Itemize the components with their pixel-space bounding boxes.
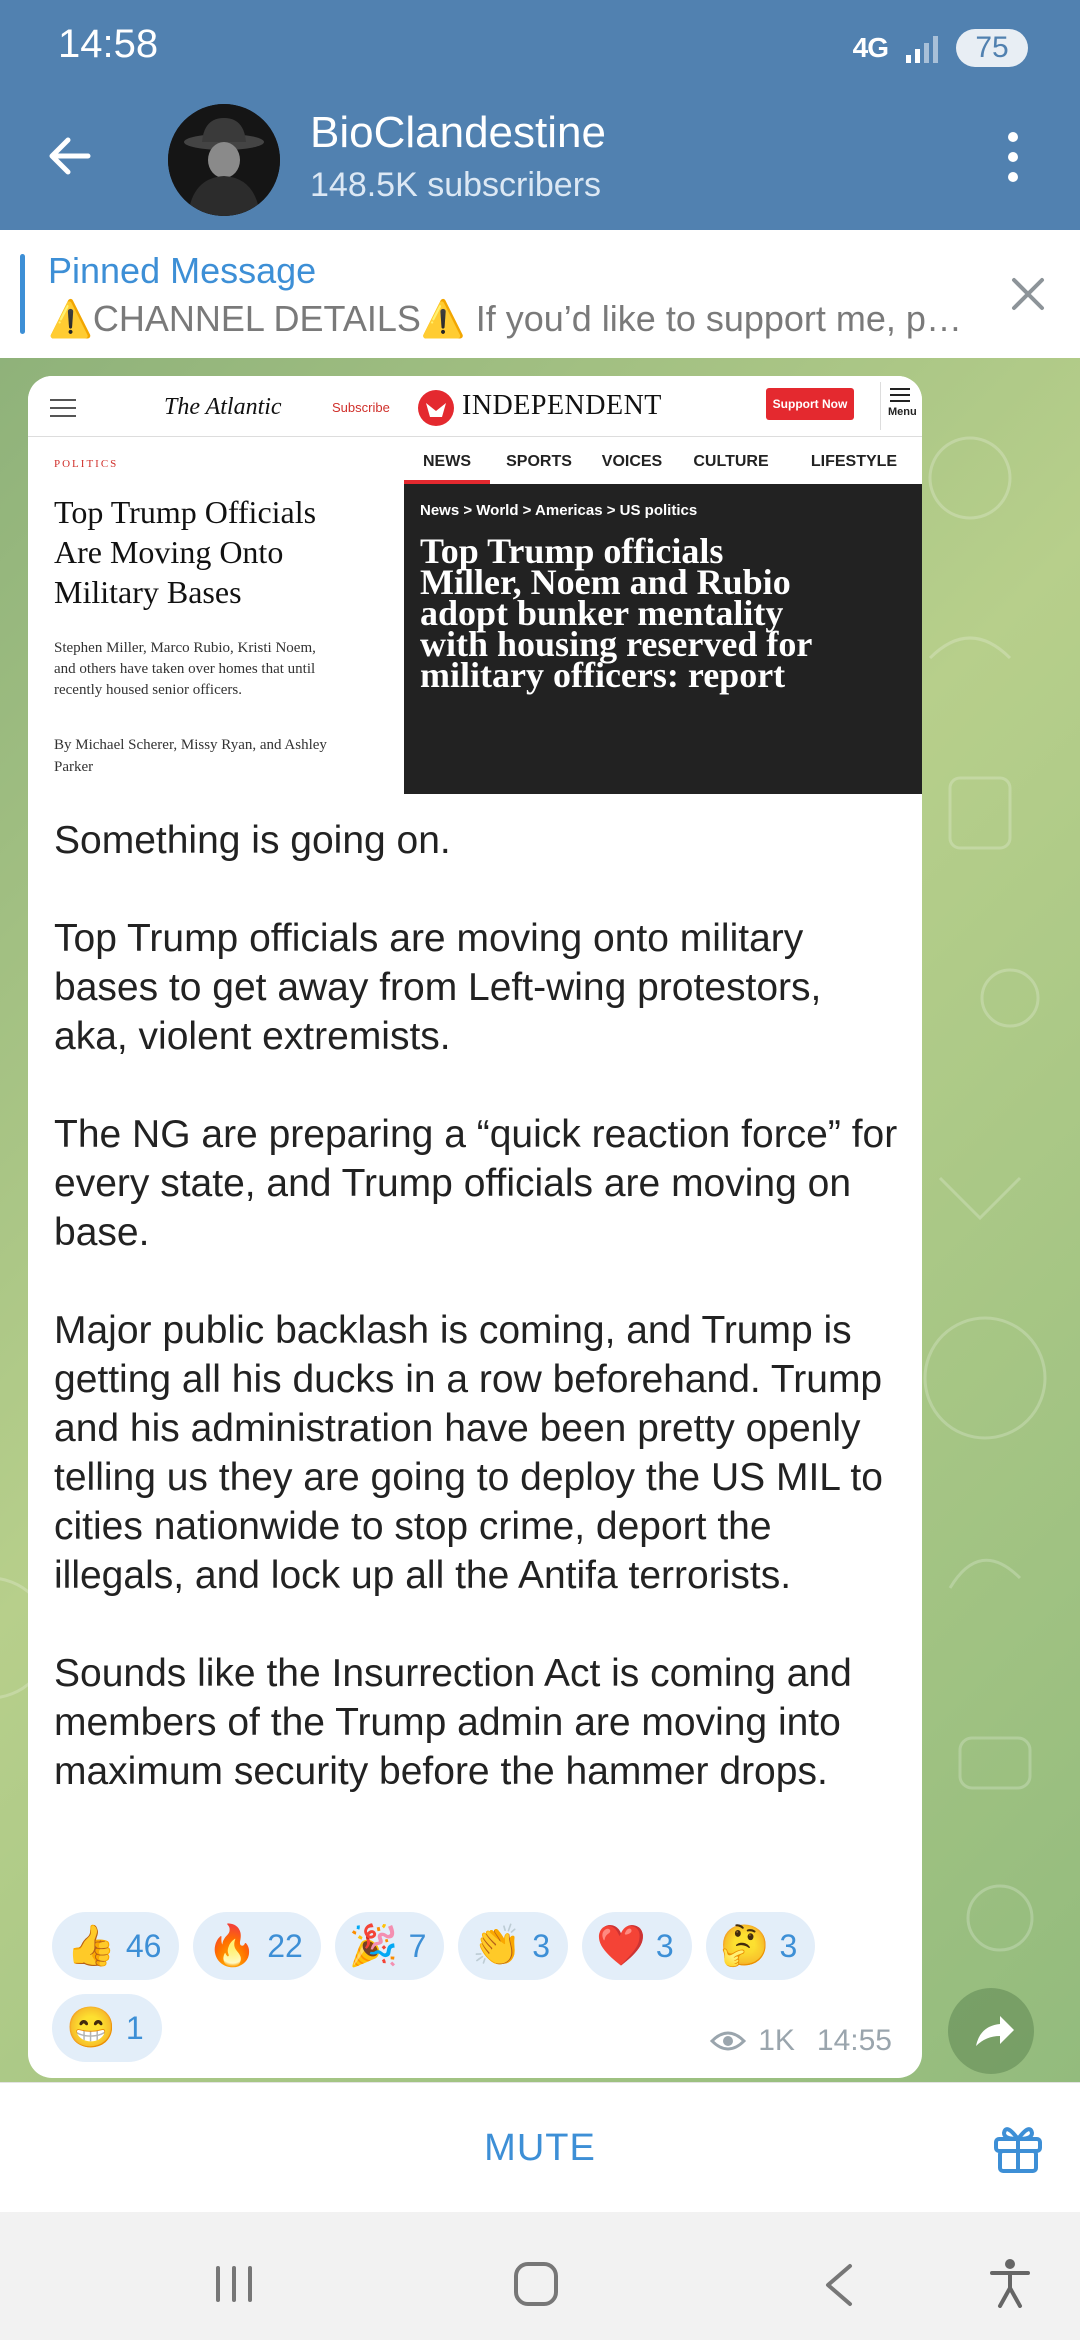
reaction-grin[interactable] — [52, 1994, 162, 2062]
heart-icon: ❤️ — [596, 1924, 646, 1968]
atlantic-screenshot[interactable] — [28, 376, 404, 794]
divider — [880, 382, 881, 430]
nav-item: LIFESTYLE — [810, 453, 898, 470]
status-indicators — [853, 26, 1028, 70]
byline-line: Parker — [54, 759, 94, 775]
reaction-count: 46 — [125, 1927, 162, 1964]
reaction-count: 3 — [779, 1927, 798, 1964]
divider — [404, 436, 922, 437]
channel-avatar[interactable] — [168, 104, 280, 216]
divider — [28, 436, 404, 437]
reaction-thumbs-up[interactable] — [52, 1912, 179, 1980]
nav-item: CULTURE — [693, 453, 769, 470]
pinned-text: ⚠️CHANNEL DETAILS⚠️ If you’d like to support me, p… — [48, 298, 962, 339]
back-nav-icon[interactable] — [820, 2262, 856, 2308]
thinking-face-icon: 🤔 — [719, 1924, 770, 1968]
independent-logo: INDEPENDENT — [462, 390, 662, 421]
mute-button[interactable]: MUTE — [484, 2127, 596, 2169]
accessibility-icon[interactable] — [988, 2258, 1032, 2308]
reaction-fire[interactable] — [193, 1912, 320, 1980]
headline-line: military officers: report — [420, 655, 786, 695]
message-text: Something is going on. Top Trump officials are moving onto military bases to get away from Left-wing protestors, aka, violent extremists. The NG are preparing a “quick reaction force” for every state, and Trump officials are moving on base. Major public backlash is coming, and Trump is getting all his ducks in a row beforehand. Trump and his administration have been pretty openly telling us they are going to deploy the US MIL to cities nationwide to stop crime, deport the illegals, and lock up all the Antifa terrorists. Sounds like the Insurrection Act is coming and members of the Trump admin are moving into maximum security before the hammer drops. — [54, 819, 898, 1793]
clapping-hands-icon: 👏 — [472, 1924, 523, 1968]
reaction-clap[interactable] — [458, 1912, 568, 1980]
back-arrow-icon[interactable] — [42, 128, 98, 184]
avatar-image — [168, 104, 280, 216]
reaction-count: 3 — [655, 1927, 674, 1964]
bottom-bar — [0, 2082, 1080, 2213]
signal-icon — [906, 33, 938, 63]
dek-line: Stephen Miller, Marco Rubio, Kristi Noem, — [54, 640, 316, 656]
system-nav-bar — [0, 2212, 1080, 2340]
share-button[interactable] — [948, 1988, 1034, 2074]
reaction-count: 7 — [408, 1927, 427, 1964]
more-options-icon[interactable] — [1006, 132, 1020, 182]
headline-line: Top Trump Officials — [54, 494, 317, 530]
atlantic-headline — [54, 492, 384, 612]
view-count: 1K — [758, 2024, 795, 2057]
independent-breadcrumb: News > World > Americas > US politics — [420, 502, 698, 519]
grinning-face-icon: 😁 — [66, 2006, 116, 2050]
headline-line: Are Moving Onto — [54, 534, 284, 570]
headline-line: Miller, Noem and Rubio — [420, 562, 791, 602]
channel-title[interactable]: BioClandestine — [310, 108, 606, 157]
message-meta — [710, 2024, 892, 2058]
atlantic-byline — [54, 734, 394, 778]
top-bar — [0, 0, 1080, 230]
reaction-party[interactable] — [335, 1912, 445, 1980]
eagle-logo-icon — [418, 390, 454, 426]
message-time: 14:55 — [816, 2024, 892, 2057]
message-bubble[interactable] — [28, 376, 922, 2078]
reaction-heart[interactable] — [582, 1912, 692, 1980]
nav-item: SPORTS — [506, 453, 572, 470]
support-now-button: Support Now — [766, 388, 854, 420]
share-arrow-icon — [948, 1988, 1034, 2074]
menu-icon — [50, 398, 76, 418]
status-time: 14:58 — [58, 22, 159, 66]
views-eye-icon — [710, 2029, 746, 2053]
independent-nav — [404, 446, 922, 484]
nav-item: VOICES — [601, 453, 663, 470]
gift-icon[interactable] — [992, 2121, 1044, 2175]
network-type: 4G — [852, 32, 888, 63]
independent-headline — [420, 531, 920, 695]
headline-line: Top Trump officials — [420, 531, 724, 571]
nav-item: NEWS — [404, 446, 490, 484]
recent-apps-icon[interactable] — [212, 2264, 256, 2304]
dek-line: recently housed senior officers. — [54, 682, 242, 698]
menu-label: Menu — [888, 406, 917, 418]
thumbs-up-icon: 👍 — [66, 1924, 116, 1968]
home-icon[interactable] — [512, 2260, 560, 2308]
party-popper-icon: 🎉 — [348, 1924, 399, 1968]
atlantic-logo: The Atlantic — [164, 394, 282, 420]
fire-icon: 🔥 — [207, 1924, 258, 1968]
headline-line: Military Bases — [54, 574, 242, 610]
subscriber-count: 148.5K subscribers — [310, 166, 602, 204]
atlantic-section: POLITICS — [54, 458, 119, 470]
headline-line: with housing reserved for — [420, 624, 813, 664]
pinned-indicator — [20, 254, 25, 334]
pinned-title: Pinned Message — [48, 250, 317, 291]
close-pinned-icon[interactable] — [1008, 274, 1048, 314]
byline-line: By Michael Scherer, Missy Ryan, and Ashley — [54, 737, 327, 753]
menu-icon — [890, 388, 910, 402]
reaction-count: 22 — [267, 1927, 303, 1964]
independent-hero — [404, 484, 922, 794]
pinned-message-bar[interactable] — [0, 230, 1080, 359]
battery-level: 75 — [956, 29, 1028, 67]
dek-line: and others have taken over homes that until — [54, 661, 316, 677]
reaction-thinking[interactable] — [706, 1912, 816, 1980]
headline-line: adopt bunker mentality — [420, 593, 784, 633]
atlantic-subscribe-link: Subscribe — [332, 400, 390, 415]
atlantic-dek — [54, 638, 394, 701]
reaction-count: 1 — [125, 2009, 144, 2046]
reaction-count: 3 — [532, 1927, 551, 1964]
